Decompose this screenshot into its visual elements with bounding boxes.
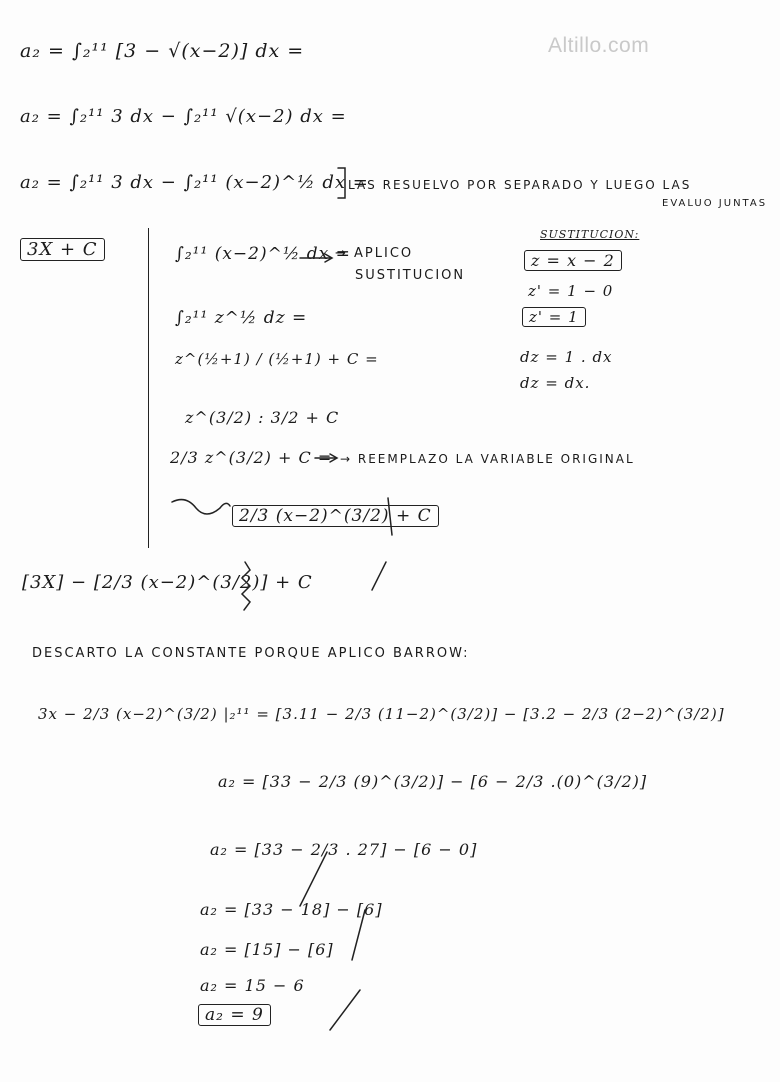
sub-power-rule: z^(½+1) / (½+1) + C =: [175, 350, 379, 368]
primitive-3x: 3X + C: [20, 238, 105, 261]
barrow-evaluation: 3x − 2/3 (x−2)^(3/2) |₂¹¹ = [3.11 − 2/3 (11−2)^(3/2)] − [3.2 − 2/3 (2−2)^(3/2)]: [38, 705, 725, 723]
note-replace-variable: → REEMPLAZO LA VARIABLE ORIGINAL: [340, 452, 635, 466]
sub-final: 2/3 z^(3/2) + C =: [170, 448, 333, 467]
substitution-title: SUSTITUCION:: [540, 228, 640, 241]
final-result: a₂ = 9: [198, 1004, 271, 1026]
eval-step-4: a₂ = [15] − [6]: [200, 940, 334, 959]
step-split-integral: a₂ = ∫₂¹¹ 3 dx − ∫₂¹¹ √(x−2) dx =: [20, 106, 347, 127]
note-substitution: SUSTITUCION: [355, 268, 466, 283]
watermark: Altillo.com: [548, 34, 650, 57]
step-integral-definition: a₂ = ∫₂¹¹ [3 − √(x−2)] dx =: [20, 40, 305, 62]
step-power-form: a₂ = ∫₂¹¹ 3 dx − ∫₂¹¹ (x−2)^½ dx =: [20, 172, 369, 193]
sub-integral-z: ∫₂¹¹ z^½ dz =: [175, 308, 308, 328]
eval-step-3: a₂ = [33 − 18] − [6]: [200, 900, 383, 919]
substitution-dz-1: dz = 1 . dx: [520, 348, 613, 366]
substitution-z: z = x − 2: [524, 250, 622, 271]
eval-step-1: a₂ = [33 − 2/3 (9)^(3/2)] − [6 − 2/3 .(0)^(3/2)]: [218, 772, 648, 791]
eval-step-5: a₂ = 15 − 6: [200, 976, 305, 995]
note-discard-constant: DESCARTO LA CONSTANTE PORQUE APLICO BARROW:: [32, 646, 470, 661]
eval-step-2: a₂ = [33 − 2/3 . 27] − [6 − 0]: [210, 840, 478, 859]
check-stroke: [372, 562, 386, 590]
combined-primitive: [3X] − [2/3 (x−2)^(3/2)] + C: [22, 572, 313, 593]
check-stroke-4: [330, 990, 360, 1030]
note-evaluate-together: EVALUO JUNTAS: [662, 198, 768, 209]
sub-integral: ∫₂¹¹ (x−2)^½ dx =: [175, 244, 351, 264]
sub-fraction: z^(3/2) : 3/2 + C: [185, 408, 340, 427]
note-apply: → APLICO: [335, 246, 414, 261]
check-stroke-2: [300, 852, 327, 906]
substitution-zprime-calc: z' = 1 − 0: [528, 282, 614, 300]
substitution-zprime: z' = 1: [522, 307, 586, 327]
sub-result: 2/3 (x−2)^(3/2) + C: [232, 505, 439, 527]
substitution-dz-2: dz = dx.: [520, 374, 591, 392]
note-resolve-separately: LAS RESUELVO POR SEPARADO Y LUEGO LAS: [348, 178, 692, 192]
